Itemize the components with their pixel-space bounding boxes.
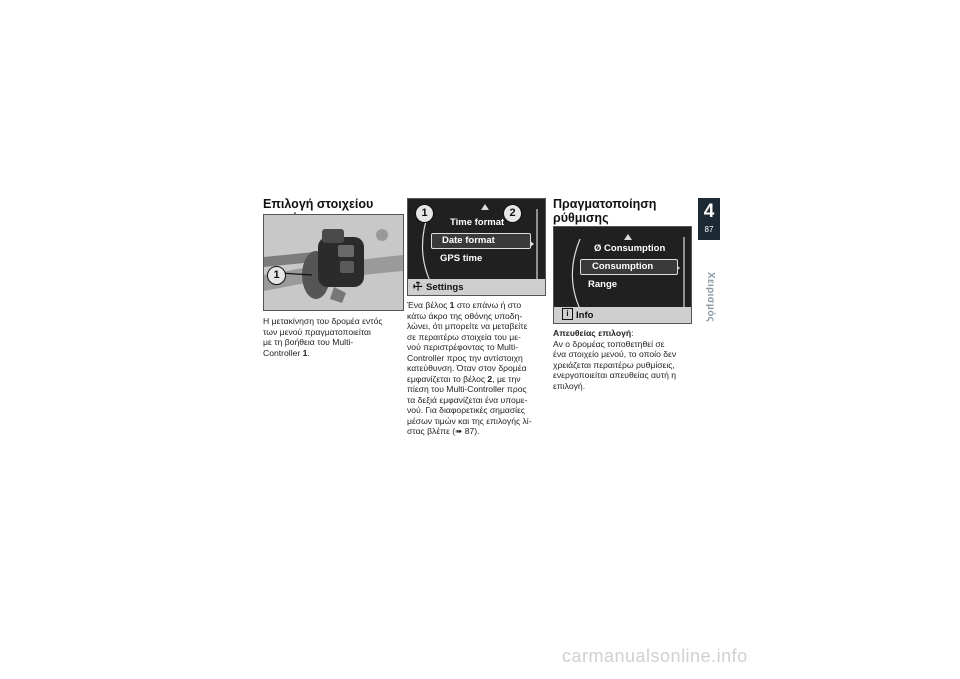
reference-number: 1	[449, 300, 455, 310]
subheading-line: Απευθείας επιλογή:	[553, 328, 634, 338]
callout-1: 1	[415, 204, 434, 223]
body-line: στας βλέπε (➠ 87).	[407, 426, 480, 436]
body-line: Η μετακίνηση του δρομέα εντός	[263, 316, 383, 326]
reference-number: 2	[487, 373, 493, 384]
body-line: λώνει, ότι μπορείτε να μεταβείτε	[407, 321, 528, 331]
column-3-heading	[553, 197, 693, 225]
menu-item-range: Range	[588, 279, 618, 290]
menu-item-average-consumption: Ø Consumption	[594, 243, 666, 254]
section-heading-line: Πραγματοποίηση	[553, 197, 657, 211]
callout-2: 2	[503, 204, 522, 223]
body-line: κάτω άκρο της οθόνης υποδη-	[407, 310, 523, 321]
handlebar-controller-photo	[263, 214, 404, 311]
menu-item-consumption: Consumption	[592, 261, 654, 272]
body-line: επιλογή.	[553, 380, 586, 391]
body-line: Controller προς την αντίστοιχη	[407, 352, 523, 363]
watermark: carmanualsonline.info	[562, 646, 748, 666]
body-line: κατεύθυνση. Όταν στον δρομέα	[407, 363, 527, 373]
info-display-figure	[553, 226, 692, 324]
wrench-icon: ⚒	[410, 279, 427, 295]
info-icon: i	[562, 308, 573, 320]
body-line: νού περιστρέφοντας το Multi-	[407, 342, 519, 352]
callout-1: 1	[267, 266, 286, 285]
section-heading-line: ρύθμισης	[553, 211, 609, 225]
body-line: μέσων τιμών και της επιλογής λί-	[407, 415, 532, 426]
body-line: Αν ο δρομέας τοποθετηθεί σε	[553, 338, 665, 349]
body-line: Controller 1.	[263, 347, 310, 358]
column-3-body	[553, 328, 693, 391]
reference-number: 1	[302, 347, 308, 358]
menu-item-time-format: Time format	[450, 217, 505, 228]
chapter-number: 4	[703, 201, 715, 222]
page-number: 87	[704, 225, 714, 234]
body-line: ένα στοιχείο μενού, το οποίο δεν	[553, 349, 677, 359]
status-info: Info	[576, 310, 594, 321]
column-2-body	[407, 300, 547, 437]
up-arrow-icon	[624, 234, 632, 240]
body-line: των μενού πραγματοποιείται	[263, 326, 371, 337]
settings-display-figure	[407, 198, 546, 296]
body-line: πίεση του Multi-Controller προς	[407, 384, 527, 394]
status-bar	[554, 307, 691, 323]
menu-item-gps-time: GPS time	[440, 253, 483, 264]
page-reference-arrow-icon: ➠	[455, 426, 463, 436]
section-heading-menu-selection: Επιλογή στοιχείου	[263, 197, 374, 211]
body-line: ενεργοποιείται απευθείας αυτή η	[553, 370, 677, 380]
body-line: τα δεξιά εμφανίζεται ένα υπομε-	[407, 394, 528, 405]
handlebar-illustration	[264, 215, 403, 310]
status-settings: Settings	[426, 282, 464, 293]
column-1-body	[263, 316, 403, 358]
body-line: εμφανίζεται το βέλος 2, με την	[407, 373, 521, 384]
subheading-direct-selection: Απευθείας επιλογή	[553, 328, 632, 338]
body-line: νού. Για διαφορετικές σημασίες	[407, 405, 526, 415]
chapter-tab	[698, 198, 720, 240]
body-line: Ένα βέλος 1 στο επάνω ή στο	[407, 300, 522, 310]
body-line: σε περαιτέρω στοιχεία του με-	[407, 331, 521, 342]
body-line: χρειάζεται περαιτέρω ρυθμίσεις,	[553, 359, 675, 370]
up-arrow-icon	[481, 204, 489, 210]
body-line: με τη βοήθεια του Multi-	[263, 337, 354, 347]
chapter-title: Χειρισμός	[705, 272, 716, 323]
menu-item-date-format: Date format	[442, 235, 495, 246]
